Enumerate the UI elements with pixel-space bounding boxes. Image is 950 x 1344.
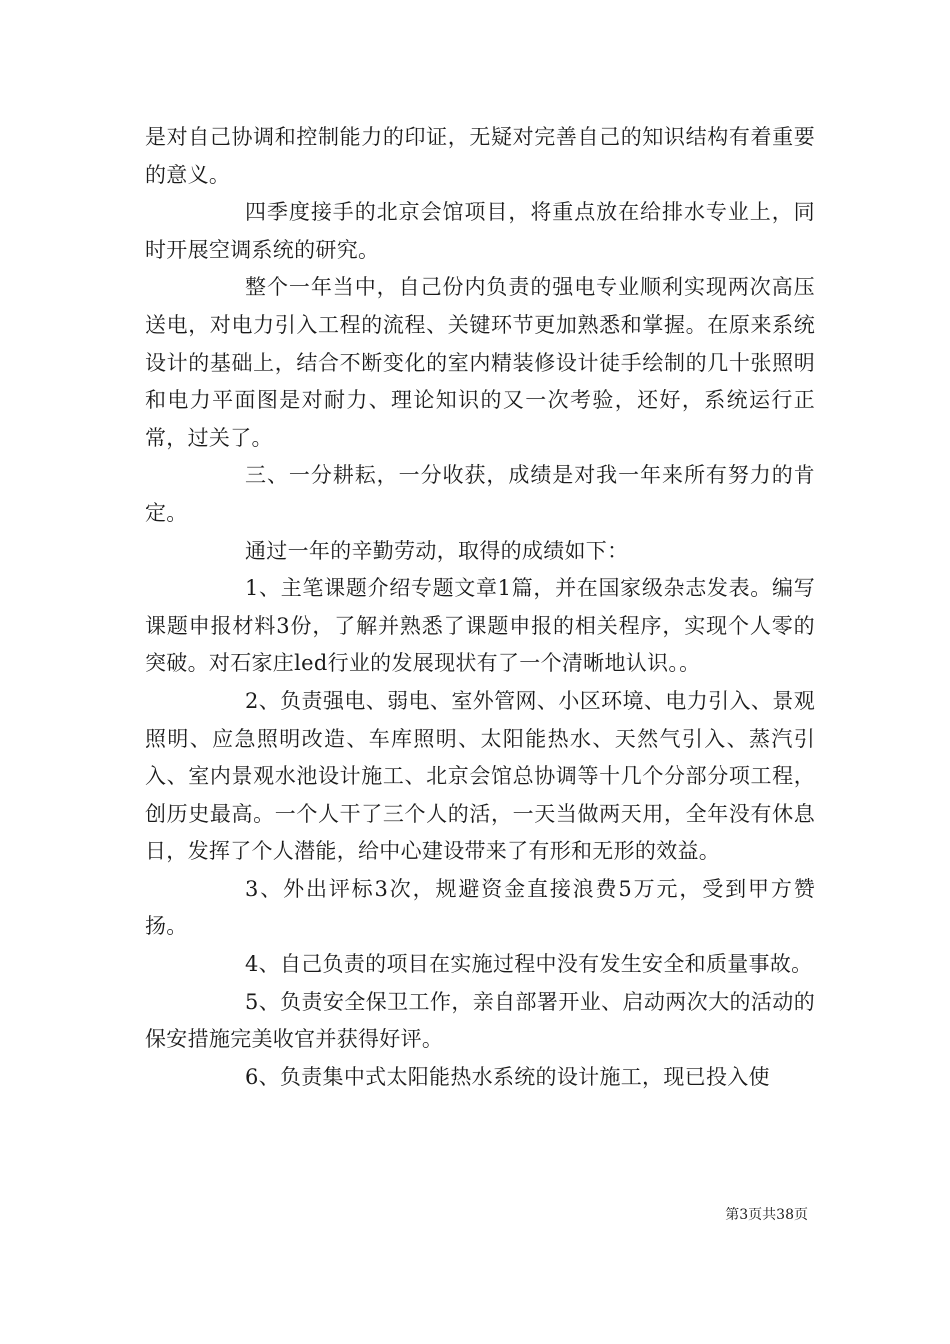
paragraph-3: 整个一年当中，自己份内负责的强电专业顺利实现两次高压送电，对电力引入工程的流程、关键环节更加熟悉和掌握。在原来系统设计的基础上，结合不断变化的室内精装修设计徒手绘制的几十张照明和电力平面图是对耐力、理论知识的又一次考验，还好，系统运行正常，过关了。 — [145, 275, 815, 450]
body-text — [145, 119, 815, 1096]
paragraph-1: 是对自己协调和控制能力的印证，无疑对完善自己的知识结构有着重要的意义。 — [145, 125, 815, 187]
paragraph-7: 2、负责强电、弱电、室外管网、小区环境、电力引入、景观照明、应急照明改造、车库照明、太阳能热水、天然气引入、蒸汽引入、室内景观水池设计施工、北京会馆总协调等十几个分部分项工程，创历史最高。一个人干了三个人的活，一天当做两天用，全年没有休息日，发挥了个人潜能，给中心建设带来了有形和无形的效益。 — [145, 688, 815, 864]
page-number: 第3页共38页 — [725, 1207, 808, 1223]
paragraph-8: 3、外出评标3次，规避资金直接浪费5万元，受到甲方赞扬。 — [145, 876, 815, 939]
paragraph-11: 6、负责集中式太阳能热水系统的设计施工，现已投入使 — [245, 1064, 770, 1089]
paragraph-9: 4、自己负责的项目在实施过程中没有发生安全和质量事故。 — [245, 952, 813, 977]
paragraph-6: 1、主笔课题介绍专题文章1篇，并在国家级杂志发表。编写课题申报材料3份，了解并熟悉了课题申报的相关程序，实现个人零的突破。对石家庄led行业的发展现状有了一个清晰地认识。。 — [145, 576, 815, 676]
paragraph-4: 三、一分耕耘，一分收获，成绩是对我一年来所有努力的肯定。 — [145, 463, 815, 525]
paragraph-2: 四季度接手的北京会馆项目，将重点放在给排水专业上，同时开展空调系统的研究。 — [145, 200, 815, 262]
paragraph-5: 通过一年的辛勤劳动，取得的成绩如下： — [245, 538, 629, 563]
paragraph-10: 5、负责安全保卫工作，亲自部署开业、启动两次大的活动的保安措施完美收官并获得好评。 — [145, 989, 815, 1052]
